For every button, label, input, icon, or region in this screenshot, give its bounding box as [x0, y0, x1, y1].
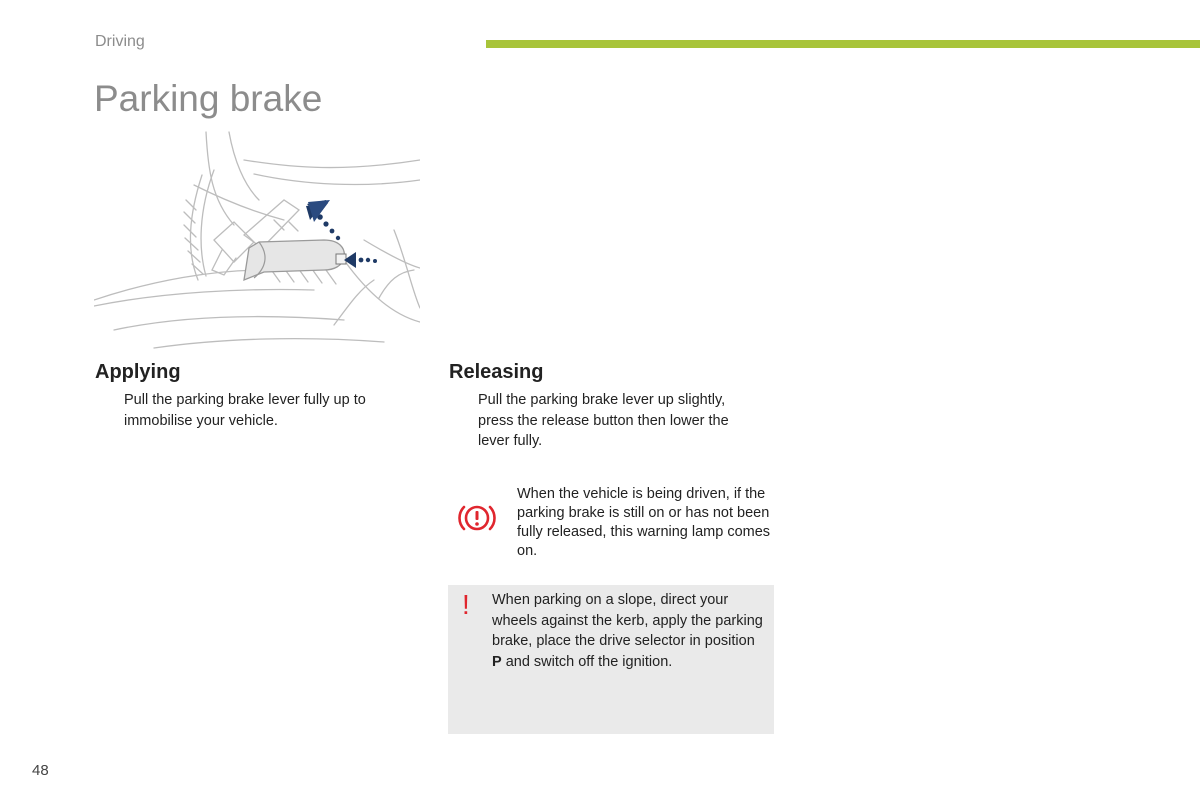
- warning-lamp-text: When the vehicle is being driven, if the parking brake is still on or has not been fully released, this warning lamp comes on.: [517, 486, 771, 559]
- caution-box: [448, 585, 774, 734]
- parking-brake-illustration: [94, 130, 420, 350]
- applying-step-text: Pull the parking brake lever fully up to immobilise your vehicle.: [124, 392, 366, 429]
- caution-text-before: When parking on a slope, direct your wheels against the kerb, apply the parking brake, place the drive selector in position: [492, 592, 763, 649]
- page-title: Parking brake: [94, 78, 323, 119]
- drive-selector-position: P: [492, 653, 502, 670]
- caution-text-after: and switch off the ignition.: [501, 653, 673, 670]
- section-accent-bar: [486, 40, 1200, 48]
- caution-text: [492, 590, 764, 672]
- releasing-step-text: Pull the parking brake lever up slightly, press the release button then lower the lever fully.: [478, 392, 729, 449]
- parking-brake-lever-icon: [94, 130, 420, 350]
- releasing-heading: Releasing: [449, 361, 544, 383]
- section-label: Driving: [95, 33, 145, 50]
- applying-step: [95, 390, 395, 431]
- page-number: 48: [32, 762, 49, 779]
- releasing-step: [449, 390, 759, 452]
- exclamation-icon: !: [462, 589, 470, 620]
- applying-heading: Applying: [95, 361, 181, 383]
- parking-brake-warning-lamp-icon: [457, 502, 497, 534]
